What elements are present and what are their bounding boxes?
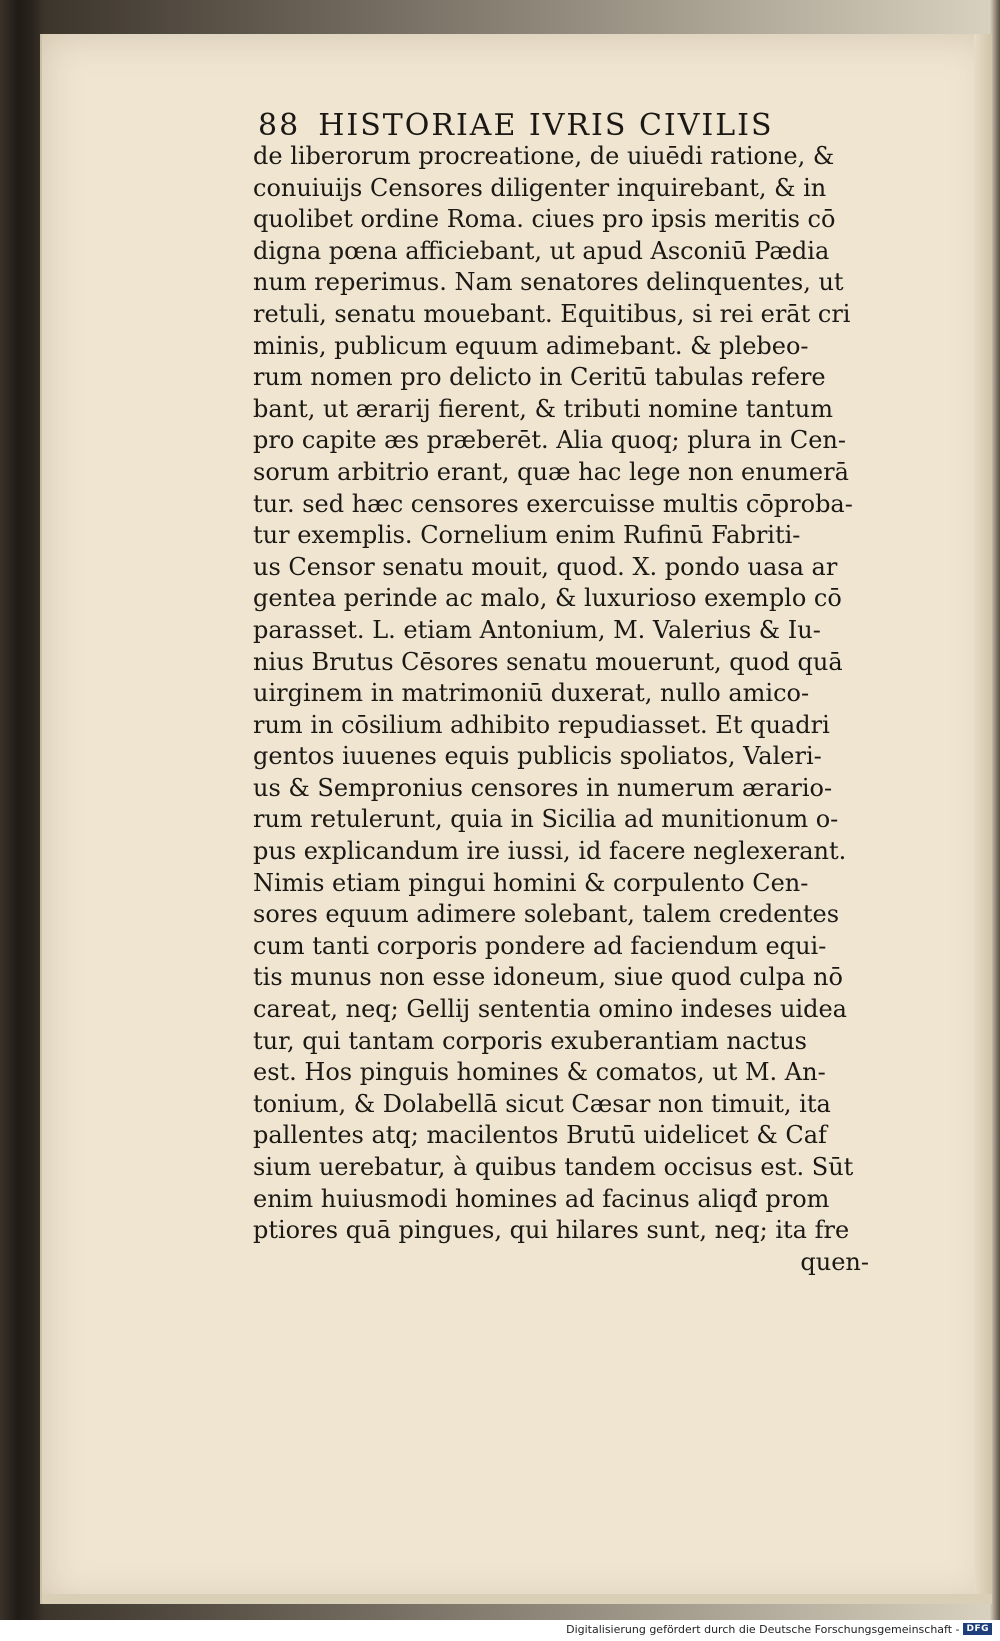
text-line: quolibet ordine Roma. ciues pro ipsis meritis cō <box>253 205 836 234</box>
text-line: nius Brutus Cēsores senatu mouerunt, quod quā <box>253 647 843 676</box>
text-line: ptiores quā pingues, qui hilares sunt, neq; ita fre <box>253 1216 850 1245</box>
text-line: conuiuijs Censores diligenter inquirebant, & in <box>253 173 827 202</box>
text-line: digna pœna afficiebant, ut apud Asconiū Pædia <box>253 236 830 265</box>
catchword: quen- <box>800 1247 869 1276</box>
text-line: gentea perinde ac malo, & luxurioso exemplo cō <box>253 584 842 613</box>
text-line: rum retulerunt, quia in Sicilia ad munitionum o- <box>253 805 839 834</box>
digitization-footer <box>566 1621 992 1637</box>
page-number: 88 <box>258 108 301 143</box>
text-line: rum nomen pro delicto in Ceritū tabulas refere <box>253 363 826 392</box>
text-line: uirginem in matrimoniū duxerat, nullo amico- <box>253 679 810 708</box>
text-line: parasset. L. etiam Antonium, M. Valerius & Iu- <box>253 615 821 644</box>
text-line: pus explicandum ire iussi, id facere neglexerant. <box>253 837 847 866</box>
text-block <box>253 141 893 1278</box>
digitization-note: Digitalisierung gefördert durch die Deutsche Forschungsgemeinschaft - <box>566 1622 960 1636</box>
text-line: sorum arbitrio erant, quæ hac lege non enumerā <box>253 457 849 486</box>
page-bottom-band <box>42 1594 992 1604</box>
text-line: careat, neq; Gellij sententia omino indeses uidea <box>253 995 847 1024</box>
text-line: Nimis etiam pingui homini & corpulento Cen- <box>253 868 809 897</box>
text-line: sium uerebatur, à quibus tandem occisus est. Sūt <box>253 1153 854 1181</box>
text-line: num reperimus. Nam senatores delinquentes, ut <box>253 268 844 297</box>
text-line: pro capite æs præberēt. Alia quoq; plura in Cen- <box>253 426 846 455</box>
text-line: cum tanti corporis pondere ad faciendum equi- <box>253 931 827 960</box>
text-line: enim huiusmodi homines ad facinus aliqđ prom <box>253 1184 830 1213</box>
text-line: tur. sed hæc censores exercuisse multis cōproba- <box>253 489 853 518</box>
running-head <box>258 108 774 143</box>
text-line: gentos iuuenes equis publicis spoliatos, Valeri- <box>253 742 822 771</box>
text-line: de liberorum procreatione, de uiuēdi ratione, & <box>253 142 835 170</box>
text-line: us & Sempronius censores in numerum ærario- <box>253 773 833 802</box>
text-line: rum in cōsilium adhibito repudiasset. Et quadri <box>253 710 830 739</box>
text-line: est. Hos pinguis homines & comatos, ut M. An- <box>253 1058 826 1087</box>
text-line: us Censor senatu mouit, quod. X. pondo uasa ar <box>253 552 838 581</box>
text-line: tur exemplis. Cornelium enim Rufinū Fabriti- <box>253 521 801 550</box>
text-line: retuli, senatu mouebant. Equitibus, si rei erāt cri <box>253 299 851 328</box>
dfg-logo: DFG <box>963 1623 992 1635</box>
text-line: pallentes atq; macilentos Brutū uidelicet & Caf <box>253 1121 827 1150</box>
page-edge-strip <box>974 34 992 1604</box>
text-line: bant, ut ærarij fierent, & tributi nomine tantum <box>253 394 834 423</box>
text-line: sores equum adimere solebant, talem credentes <box>253 900 840 929</box>
text-line: tis munus non esse idoneum, siue quod culpa nō <box>253 963 843 992</box>
text-line: tonium, & Dolabellā sicut Cæsar non timuit, ita <box>253 1089 831 1118</box>
running-title: HISTORIAE IVRIS CIVILIS <box>318 108 774 143</box>
text-line: tur, qui tantam corporis exuberantiam nactus <box>253 1026 807 1055</box>
text-line: minis, publicum equum adimebant. & plebeo- <box>253 331 809 360</box>
